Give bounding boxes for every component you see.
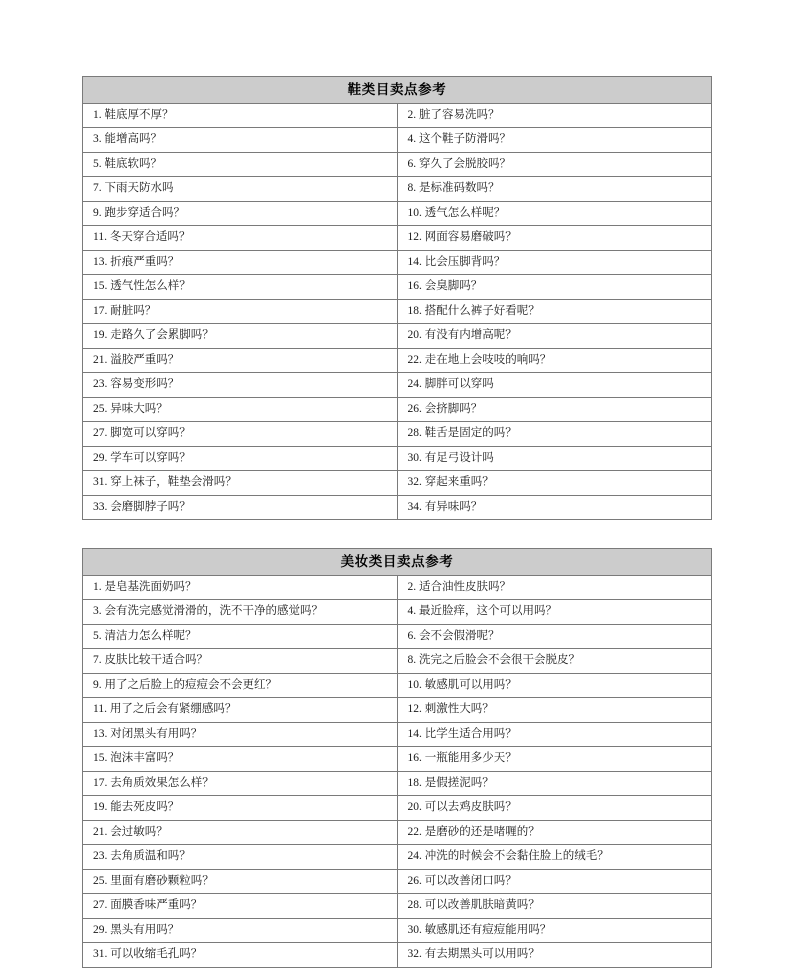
table-row — [83, 373, 712, 398]
question-cell: 4. 这个鞋子防滑吗？ — [397, 128, 712, 153]
table-row — [83, 348, 712, 373]
question-cell: 32. 有去期黑头可以用吗？ — [397, 943, 712, 968]
table-row — [83, 177, 712, 202]
table-beauty-title: 美妆类目卖点参考 — [83, 549, 712, 576]
question-cell: 13. 折痕严重吗？ — [83, 250, 398, 275]
question-cell: 31. 可以收缩毛孔吗？ — [83, 943, 398, 968]
table-row — [83, 299, 712, 324]
question-cell: 6. 穿久了会脱胶吗？ — [397, 152, 712, 177]
question-cell: 21. 溢胶严重吗？ — [83, 348, 398, 373]
question-cell: 26. 会挤脚吗？ — [397, 397, 712, 422]
question-cell: 7. 皮肤比较干适合吗？ — [83, 649, 398, 674]
question-cell: 28. 可以改善肌肤暗黄吗？ — [397, 894, 712, 919]
table-row — [83, 446, 712, 471]
table-row — [83, 771, 712, 796]
table-row — [83, 649, 712, 674]
question-cell: 8. 洗完之后脸会不会很干会脱皮？ — [397, 649, 712, 674]
table-beauty-body — [83, 575, 712, 967]
question-cell: 27. 脚宽可以穿吗？ — [83, 422, 398, 447]
question-cell: 14. 比学生适合用吗？ — [397, 722, 712, 747]
question-cell: 23. 去角质温和吗？ — [83, 845, 398, 870]
question-cell: 11. 用了之后会有紧绷感吗？ — [83, 698, 398, 723]
table-shoes-head — [83, 77, 712, 104]
question-cell: 5. 鞋底软吗？ — [83, 152, 398, 177]
table-row — [83, 128, 712, 153]
table-row — [83, 820, 712, 845]
question-cell: 13. 对闭黑头有用吗？ — [83, 722, 398, 747]
question-cell: 1. 鞋底厚不厚？ — [83, 103, 398, 128]
table-row — [83, 226, 712, 251]
question-cell: 9. 跑步穿适合吗？ — [83, 201, 398, 226]
table-shoes-title: 鞋类目卖点参考 — [83, 77, 712, 104]
question-cell: 29. 学车可以穿吗？ — [83, 446, 398, 471]
table-row — [83, 624, 712, 649]
question-cell: 10. 透气怎么样呢？ — [397, 201, 712, 226]
question-cell: 19. 走路久了会累脚吗？ — [83, 324, 398, 349]
question-cell: 6. 会不会假滑呢？ — [397, 624, 712, 649]
question-cell: 16. 一瓶能用多少天？ — [397, 747, 712, 772]
question-cell: 28. 鞋舌是固定的吗？ — [397, 422, 712, 447]
table-row — [83, 397, 712, 422]
table-row — [83, 698, 712, 723]
question-cell: 12. 刺激性大吗？ — [397, 698, 712, 723]
table-row — [83, 575, 712, 600]
table-row — [83, 894, 712, 919]
question-cell: 30. 敏感肌还有痘痘能用吗？ — [397, 918, 712, 943]
question-cell: 11. 冬天穿合适吗？ — [83, 226, 398, 251]
question-cell: 26. 可以改善闭口吗？ — [397, 869, 712, 894]
table-row — [83, 471, 712, 496]
table-row — [83, 722, 712, 747]
table-beauty-head — [83, 549, 712, 576]
question-cell: 5. 清洁力怎么样呢？ — [83, 624, 398, 649]
table-row — [83, 600, 712, 625]
question-cell: 20. 有没有内增高呢？ — [397, 324, 712, 349]
question-cell: 23. 容易变形吗？ — [83, 373, 398, 398]
table-row — [83, 324, 712, 349]
question-cell: 15. 透气性怎么样？ — [83, 275, 398, 300]
question-cell: 12. 网面容易磨破吗？ — [397, 226, 712, 251]
table-row — [83, 422, 712, 447]
table-row — [83, 918, 712, 943]
question-cell: 34. 有异味吗？ — [397, 495, 712, 520]
question-cell: 1. 是皂基洗面奶吗？ — [83, 575, 398, 600]
question-cell: 4. 最近脸痒，这个可以用吗？ — [397, 600, 712, 625]
question-cell: 27. 面膜香味严重吗？ — [83, 894, 398, 919]
question-cell: 3. 能增高吗？ — [83, 128, 398, 153]
table-shoes-title-row — [83, 77, 712, 104]
question-cell: 19. 能去死皮吗？ — [83, 796, 398, 821]
question-cell: 7. 下雨天防水吗 — [83, 177, 398, 202]
question-cell: 24. 脚胖可以穿吗 — [397, 373, 712, 398]
question-cell: 18. 是假搓泥吗？ — [397, 771, 712, 796]
question-cell: 17. 去角质效果怎么样？ — [83, 771, 398, 796]
table-row — [83, 747, 712, 772]
question-cell: 30. 有足弓设计吗 — [397, 446, 712, 471]
question-cell: 18. 搭配什么裤子好看呢？ — [397, 299, 712, 324]
question-cell: 14. 比会压脚背吗？ — [397, 250, 712, 275]
table-row — [83, 673, 712, 698]
table-beauty — [82, 548, 712, 968]
question-cell: 29. 黑头有用吗？ — [83, 918, 398, 943]
table-shoes — [82, 76, 712, 520]
question-cell: 31. 穿上袜子，鞋垫会滑吗？ — [83, 471, 398, 496]
table-shoes-body — [83, 103, 712, 520]
question-cell: 20. 可以去鸡皮肤吗？ — [397, 796, 712, 821]
table-spacer — [82, 520, 712, 548]
table-row — [83, 250, 712, 275]
tables-container — [82, 76, 712, 968]
question-cell: 3. 会有洗完感觉滑滑的，洗不干净的感觉吗？ — [83, 600, 398, 625]
question-cell: 10. 敏感肌可以用吗？ — [397, 673, 712, 698]
table-row — [83, 103, 712, 128]
table-row — [83, 845, 712, 870]
table-row — [83, 275, 712, 300]
table-row — [83, 152, 712, 177]
question-cell: 25. 里面有磨砂颗粒吗？ — [83, 869, 398, 894]
question-cell: 16. 会臭脚吗？ — [397, 275, 712, 300]
table-row — [83, 796, 712, 821]
question-cell: 9. 用了之后脸上的痘痘会不会更红？ — [83, 673, 398, 698]
table-row — [83, 201, 712, 226]
question-cell: 15. 泡沫丰富吗？ — [83, 747, 398, 772]
question-cell: 8. 是标准码数吗？ — [397, 177, 712, 202]
question-cell: 17. 耐脏吗？ — [83, 299, 398, 324]
question-cell: 32. 穿起来重吗？ — [397, 471, 712, 496]
question-cell: 2. 适合油性皮肤吗？ — [397, 575, 712, 600]
question-cell: 22. 是磨砂的还是啫喱的？ — [397, 820, 712, 845]
question-cell: 22. 走在地上会吱吱的响吗？ — [397, 348, 712, 373]
question-cell: 21. 会过敏吗？ — [83, 820, 398, 845]
question-cell: 33. 会磨脚脖子吗？ — [83, 495, 398, 520]
table-row — [83, 943, 712, 968]
question-cell: 2. 脏了容易洗吗？ — [397, 103, 712, 128]
table-beauty-title-row — [83, 549, 712, 576]
question-cell: 24. 冲洗的时候会不会黏住脸上的绒毛？ — [397, 845, 712, 870]
table-row — [83, 869, 712, 894]
question-cell: 25. 异味大吗？ — [83, 397, 398, 422]
table-row — [83, 495, 712, 520]
